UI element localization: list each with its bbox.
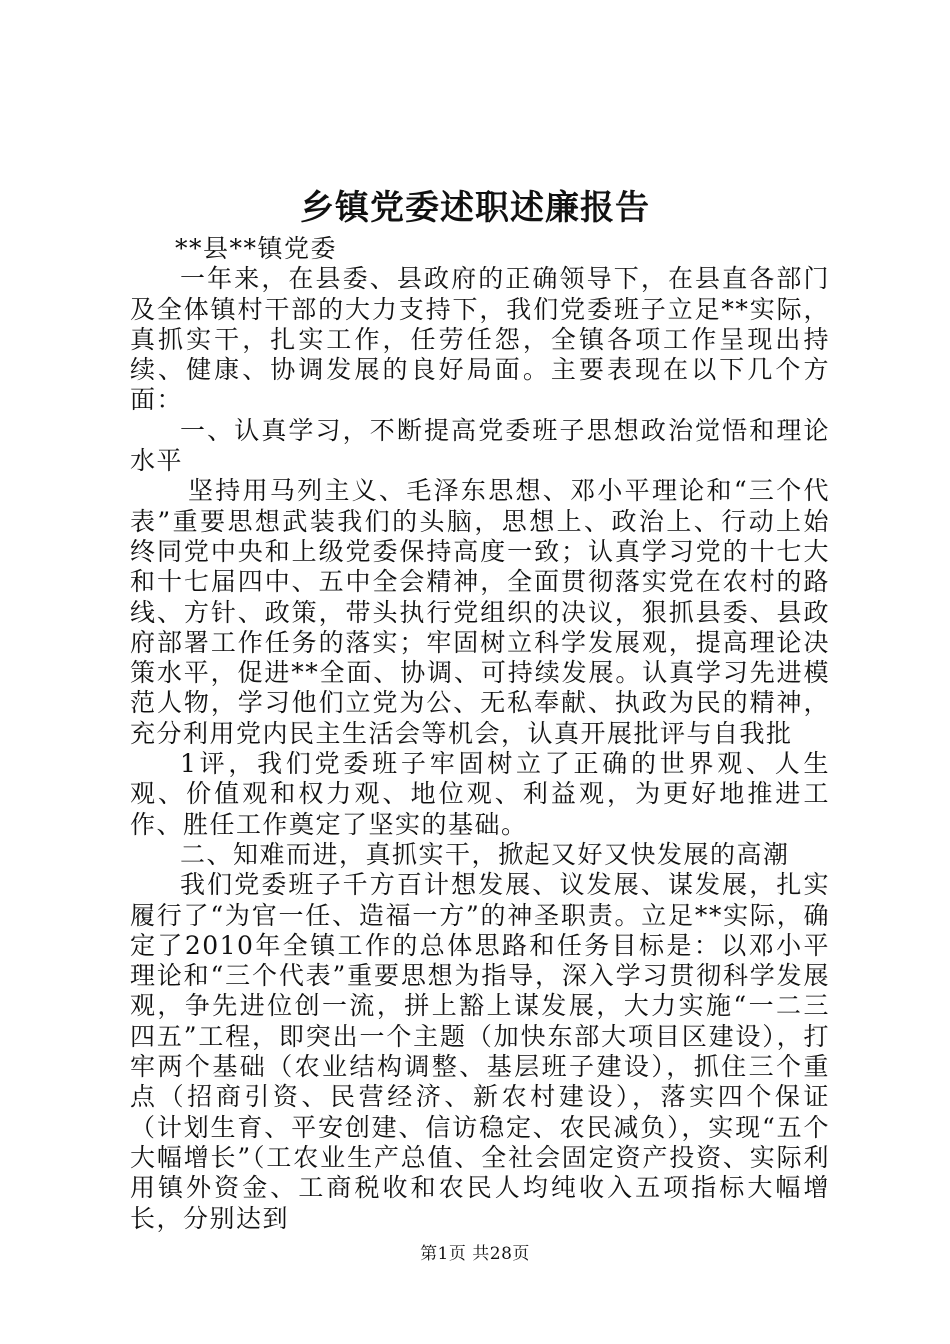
document-title: 乡镇党委述职述廉报告 [300, 188, 650, 228]
page-number-footer: 第1页 共28页 [420, 1244, 530, 1264]
document-body [130, 234, 830, 1234]
paragraph-study-continued: 1评，我们党委班子牢固树立了正确的世界观、人生观、价值观和权力观、地位观、利益观，为更好地推进工作、胜任工作奠定了坚实的基础。 [130, 749, 830, 839]
section-heading-2: 二、知难而进，真抓实干，掀起又好又快发展的高潮 [180, 839, 790, 869]
paragraph-study: 坚持用马列主义、毛泽东思想、邓小平理论和“三个代表”重要思想武装我们的头脑，思想上、政治上、行动上始终同党中央和上级党委保持高度一致；认真学习党的十七大和十七届四中、五中全会精神，全面贯彻落实党在农村的路线、方针、政策，带头执行党组织的决议，狠抓县委、县政府部署工作任务的落实；牢固树立科学发展观，提高理论决策水平，促进**全面、协调、可持续发展。认真学习先进模范人物，学习他们立党为公、无私奉献、执政为民的精神，充分利用党内民主生活会等机会，认真开展批评与自我批 [130, 476, 830, 748]
section-heading-1: 一、认真学习，不断提高党委班子思想政治觉悟和理论水平 [130, 415, 830, 476]
sender-line: **县**镇党委 [175, 234, 338, 263]
paragraph-development: 我们党委班子千方百计想发展、议发展、谋发展，扎实履行了“为官一任、造福一方”的神圣职责。立足**实际，确定了2010年全镇工作的总体思路和任务目标是：以邓小平理论和“三个代表”重要思想为指导，深入学习贯彻科学发展观，争先进位创一流，拼上豁上谋发展，大力实施“一二三四五”工程，即突出一个主题（加快东部大项目区建设），打牢两个基础（农业结构调整、基层班子建设），抓住三个重点（招商引资、民营经济、新农村建设），落实四个保证（计划生育、平安创建、信访稳定、农民减负），实现“五个大幅增长”（工农业生产总值、全社会固定资产投资、实际利用镇外资金、工商税收和农民人均纯收入五项指标大幅增长，分别达到 [130, 870, 830, 1233]
paragraph-intro: 一年来，在县委、县政府的正确领导下，在县直各部门及全体镇村干部的大力支持下，我们党委班子立足**实际，真抓实干，扎实工作，任劳任怨，全镇各项工作呈现出持续、健康、协调发展的良好局面。主要表现在以下几个方面： [130, 264, 830, 415]
